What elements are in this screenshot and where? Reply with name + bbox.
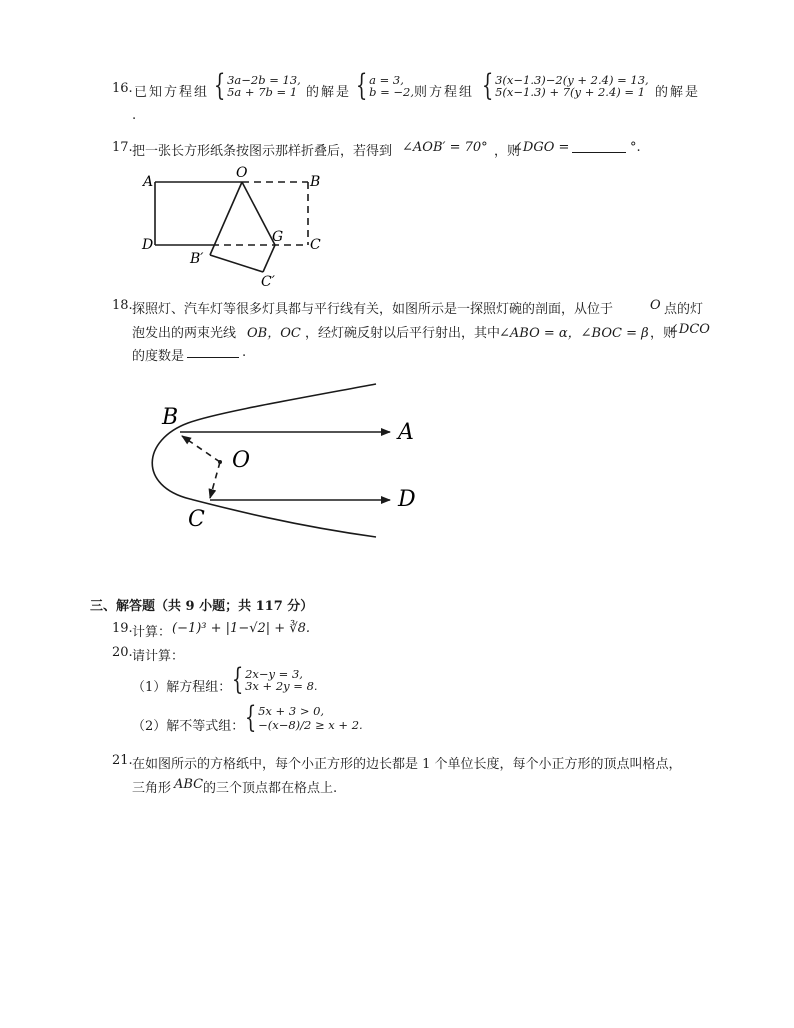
- q20-part2-system: { 5x + 3 > 0, −(x−8)/2 ≥ x + 2.: [244, 700, 363, 735]
- fold-line-OG: [242, 182, 275, 245]
- q18-line2-a: 泡发出的两束光线: [132, 326, 237, 341]
- q18-line1: 探照灯、汽车灯等很多灯具都与平行线有关，如图所示是一探照灯碗的剖面，从位于: [132, 302, 614, 317]
- fold-line-CG: [263, 245, 275, 272]
- q18-dco: ∠DCO: [668, 322, 710, 337]
- q16-sys2-line2: b = −2,: [369, 85, 415, 99]
- q17-text-mid: ，则: [494, 144, 521, 159]
- q16-sys1-line2: 5a + 7b = 1: [227, 85, 298, 99]
- q18-line3: 的度数是: [132, 349, 185, 364]
- q20-label: 请计算：: [132, 649, 185, 664]
- q20-number: 20.: [112, 645, 133, 660]
- q16-sys3-line1: 3(x−1.3)−2(y + 2.4) = 13,: [495, 73, 649, 87]
- fold-label-B-prime: B′: [190, 251, 204, 267]
- q21-abc: ABC: [174, 777, 204, 792]
- q17-number: 17.: [112, 140, 133, 155]
- q20-p2-line1: 5x + 3 > 0,: [258, 704, 325, 718]
- q17-answer-blank[interactable]: [572, 152, 626, 153]
- q16-system-3: { 3(x−1.3)−2(y + 2.4) = 13, 5(x−1.3) + 7(y + 2.4) = 1: [481, 68, 649, 103]
- q20-part2-label: （2）解不等式组：: [132, 719, 245, 734]
- q18-condition: ∠ABO = α，∠BOC = β: [499, 326, 649, 341]
- fold-label-G: G: [272, 229, 284, 245]
- q17-text-end: °.: [630, 140, 641, 155]
- q18-line2-c: ，则: [650, 326, 677, 341]
- q19-expression: (−1)³ + |1−√2| + ∛8.: [172, 621, 310, 636]
- q16-number: 16.: [112, 81, 133, 96]
- q16-text-2: 的解是: [306, 85, 352, 100]
- lamp-label-C: C: [188, 507, 205, 532]
- q20-part1-label: （1）解方程组：: [132, 680, 232, 695]
- q20-part1-system: { 2x−y = 3, 3x + 2y = 8.: [231, 662, 318, 697]
- q20-p2-line2: −(x−8)/2 ≥ x + 2.: [258, 718, 363, 732]
- lamp-point-O: [218, 460, 222, 464]
- fold-line-OB: [210, 182, 242, 255]
- lamp-reflector-curve: [152, 384, 376, 537]
- q21-number: 21.: [112, 753, 133, 768]
- ray-OC-dashed: [210, 462, 220, 498]
- fold-label-C: C: [310, 237, 321, 253]
- q16-system-2: { a = 3, b = −2,: [355, 68, 415, 103]
- q16-sys2-line1: a = 3,: [369, 73, 404, 87]
- q16-text-1: 已知方程组: [134, 85, 210, 100]
- q17-fold-figure: [140, 165, 330, 290]
- ray-OB-dashed: [182, 436, 220, 462]
- q21-line2-a: 三角形: [132, 781, 172, 796]
- fold-label-D: D: [142, 237, 154, 253]
- q21-line2-b: 的三个顶点都在格点上.: [203, 781, 338, 796]
- lamp-label-B: B: [162, 405, 179, 430]
- q20-p1-line2: 3x + 2y = 8.: [245, 679, 318, 693]
- q18-number: 18.: [112, 298, 133, 313]
- fold-label-O: O: [236, 165, 248, 181]
- section3-title: 三、解答题（共 9 小题；共 117 分）: [90, 599, 314, 614]
- q20-p1-line1: 2x−y = 3,: [245, 667, 303, 681]
- q18-line3-end: .: [242, 345, 247, 360]
- fold-line-BC: [210, 255, 263, 272]
- lamp-label-D: D: [398, 487, 416, 512]
- q18-o-var: O: [650, 298, 661, 313]
- q21-line1: 在如图所示的方格纸中，每个小正方形的边长都是 1 个单位长度，每个小正方形的顶点叫格点，: [132, 757, 682, 772]
- q16-sys3-line2: 5(x−1.3) + 7(y + 2.4) = 1: [495, 85, 646, 99]
- q16-sys1-line1: 3a−2b = 13,: [227, 73, 301, 87]
- fold-label-B: B: [310, 174, 321, 190]
- q18-ob-oc: OB，OC: [247, 326, 301, 341]
- q18-lamp-figure: [140, 378, 430, 553]
- q17-angle-given: ∠AOB′ = 70°: [402, 140, 488, 155]
- q18-answer-blank[interactable]: [187, 357, 239, 358]
- q19-number: 19.: [112, 621, 133, 636]
- q16-system-1: { 3a−2b = 13, 5a + 7b = 1: [213, 68, 301, 103]
- q16-trailing-dot: .: [132, 108, 137, 123]
- fold-label-A: A: [143, 174, 154, 190]
- q16-text-4: 的解是: [655, 85, 701, 100]
- lamp-label-O: O: [232, 448, 251, 473]
- q16-text-3: 则方程组: [414, 85, 475, 100]
- q17-angle-asked: ∠DGO =: [512, 140, 570, 155]
- q17-text-before: 把一张长方形纸条按图示那样折叠后，若得到: [132, 144, 393, 159]
- q18-line1-end: 点的灯: [664, 302, 704, 317]
- q19-label: 计算：: [132, 625, 172, 640]
- lamp-label-A: A: [398, 420, 414, 445]
- fold-label-C-prime: C′: [261, 274, 275, 290]
- q18-line2-b: ，经灯碗反射以后平行射出，其中: [305, 326, 501, 341]
